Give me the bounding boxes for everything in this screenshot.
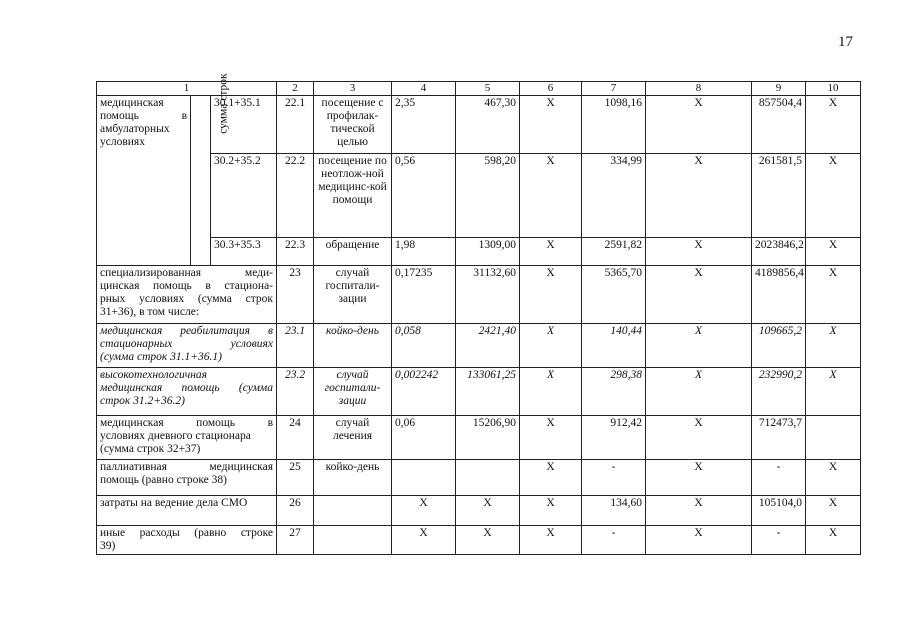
value-cell-5 bbox=[456, 459, 520, 495]
row-label: затраты на ведение дела СМО bbox=[97, 495, 277, 525]
value-cell-6: X bbox=[520, 459, 582, 495]
row-number: 23 bbox=[277, 265, 314, 323]
header-row bbox=[97, 82, 861, 96]
value-cell-5: 133061,25 bbox=[456, 367, 520, 415]
sum-label-spacer bbox=[191, 237, 211, 265]
value-cell-6: X bbox=[520, 415, 582, 459]
header-cell-7: 7 bbox=[582, 82, 646, 96]
value-cell-7: 298,38 bbox=[582, 367, 646, 415]
sum-label-vertical: сумма строк bbox=[191, 95, 211, 237]
value-cell-10: X bbox=[806, 265, 861, 323]
value-cell-9: 232990,2 bbox=[752, 367, 806, 415]
value-cell-10: X bbox=[806, 323, 861, 367]
value-cell-8: X bbox=[646, 153, 752, 237]
table-row bbox=[97, 95, 861, 153]
value-cell-8: X bbox=[646, 237, 752, 265]
value-cell-4: X bbox=[392, 525, 456, 554]
row-label: высокотехнологичная медицинская помощь (сумма строк 31.2+36.2) bbox=[97, 367, 277, 415]
header-cell-8: 8 bbox=[646, 82, 752, 96]
value-cell-5: 2421,40 bbox=[456, 323, 520, 367]
value-cell-9: 857504,4 bbox=[752, 95, 806, 153]
value-cell-6: X bbox=[520, 153, 582, 237]
unit-cell: койко-день bbox=[314, 323, 392, 367]
table-row bbox=[97, 237, 861, 265]
value-cell-4: 2,35 bbox=[392, 95, 456, 153]
row-number: 26 bbox=[277, 495, 314, 525]
value-cell-8: X bbox=[646, 495, 752, 525]
row-number: 23.2 bbox=[277, 367, 314, 415]
rows-sum-cell: 30.1+35.1 bbox=[211, 95, 277, 153]
value-cell-9: 2023846,2 bbox=[752, 237, 806, 265]
value-cell-10: X bbox=[806, 153, 861, 237]
value-cell-9: - bbox=[752, 459, 806, 495]
table-row bbox=[97, 323, 861, 367]
header-cell-3: 3 bbox=[314, 82, 392, 96]
value-cell-8: X bbox=[646, 323, 752, 367]
value-cell-8: X bbox=[646, 415, 752, 459]
value-cell-7: 134,60 bbox=[582, 495, 646, 525]
table-row bbox=[97, 459, 861, 495]
unit-cell: обращение bbox=[314, 237, 392, 265]
value-cell-6: X bbox=[520, 495, 582, 525]
value-cell-9: 712473,7 bbox=[752, 415, 806, 459]
value-cell-6: X bbox=[520, 237, 582, 265]
value-cell-7: 5365,70 bbox=[582, 265, 646, 323]
row-label: медицинская реабилитация в стационарных условиях (сумма строк 31.1+36.1) bbox=[97, 323, 277, 367]
value-cell-5: X bbox=[456, 525, 520, 554]
value-cell-10 bbox=[806, 415, 861, 459]
rows-sum-cell: 30.3+35.3 bbox=[211, 237, 277, 265]
row-number: 22.2 bbox=[277, 153, 314, 237]
value-cell-7: 912,42 bbox=[582, 415, 646, 459]
row-number: 24 bbox=[277, 415, 314, 459]
value-cell-4: X bbox=[392, 495, 456, 525]
unit-cell: случай лечения bbox=[314, 415, 392, 459]
value-cell-7: 2591,82 bbox=[582, 237, 646, 265]
value-cell-5: 467,30 bbox=[456, 95, 520, 153]
value-cell-8: X bbox=[646, 95, 752, 153]
header-cell-9: 9 bbox=[752, 82, 806, 96]
header-cell-10: 10 bbox=[806, 82, 861, 96]
ambulatory-label: медицинская помощь в амбулаторных условиях bbox=[97, 95, 191, 265]
unit-cell: койко-день bbox=[314, 459, 392, 495]
value-cell-5: 598,20 bbox=[456, 153, 520, 237]
value-cell-9: 4189856,4 bbox=[752, 265, 806, 323]
value-cell-7: - bbox=[582, 459, 646, 495]
value-cell-4: 0,56 bbox=[392, 153, 456, 237]
row-number: 22.3 bbox=[277, 237, 314, 265]
value-cell-5: 1309,00 bbox=[456, 237, 520, 265]
row-label: специализированная меди- цинская помощь в стациона- рных условиях (сумма строк 31+36), в том числе: bbox=[97, 265, 277, 323]
value-cell-9: 261581,5 bbox=[752, 153, 806, 237]
unit-cell bbox=[314, 525, 392, 554]
value-cell-7: 334,99 bbox=[582, 153, 646, 237]
unit-cell: случай госпитали-зации bbox=[314, 367, 392, 415]
row-label: иные расходы (равно строке 39) bbox=[97, 525, 277, 554]
value-cell-4: 0,06 bbox=[392, 415, 456, 459]
value-cell-8: X bbox=[646, 459, 752, 495]
value-cell-10: X bbox=[806, 237, 861, 265]
row-label: медицинская помощь в условиях дневного стационара (сумма строк 32+37) bbox=[97, 415, 277, 459]
value-cell-10: X bbox=[806, 367, 861, 415]
value-cell-6: X bbox=[520, 95, 582, 153]
value-cell-9: 105104,0 bbox=[752, 495, 806, 525]
value-cell-7: 140,44 bbox=[582, 323, 646, 367]
row-number: 27 bbox=[277, 525, 314, 554]
value-cell-6: X bbox=[520, 525, 582, 554]
row-label: паллиативная медицинская помощь (равно строке 38) bbox=[97, 459, 277, 495]
unit-cell: случай госпитали-зации bbox=[314, 265, 392, 323]
unit-cell bbox=[314, 495, 392, 525]
table-row bbox=[97, 153, 861, 237]
header-cell-2: 2 bbox=[277, 82, 314, 96]
table-row bbox=[97, 367, 861, 415]
value-cell-10: X bbox=[806, 459, 861, 495]
header-cell-1: 1 bbox=[97, 82, 277, 96]
unit-cell: посещение по неотлож-ной медицинс-кой помощи bbox=[314, 153, 392, 237]
value-cell-5: X bbox=[456, 495, 520, 525]
header-cell-4: 4 bbox=[392, 82, 456, 96]
header-cell-6: 6 bbox=[520, 82, 582, 96]
value-cell-5: 15206,90 bbox=[456, 415, 520, 459]
table-row bbox=[97, 415, 861, 459]
financial-table bbox=[96, 73, 861, 555]
value-cell-7: 1098,16 bbox=[582, 95, 646, 153]
row-number: 25 bbox=[277, 459, 314, 495]
value-cell-8: X bbox=[646, 525, 752, 554]
value-cell-4: 0,17235 bbox=[392, 265, 456, 323]
value-cell-10: X bbox=[806, 495, 861, 525]
value-cell-7: - bbox=[582, 525, 646, 554]
value-cell-4: 1,98 bbox=[392, 237, 456, 265]
table-row bbox=[97, 495, 861, 525]
value-cell-4 bbox=[392, 459, 456, 495]
row-number: 22.1 bbox=[277, 95, 314, 153]
value-cell-5: 31132,60 bbox=[456, 265, 520, 323]
value-cell-6: X bbox=[520, 367, 582, 415]
value-cell-4: 0,058 bbox=[392, 323, 456, 367]
value-cell-9: - bbox=[752, 525, 806, 554]
table-row bbox=[97, 265, 861, 323]
unit-cell: посещение с профилак-тической целью bbox=[314, 95, 392, 153]
value-cell-9: 109665,2 bbox=[752, 323, 806, 367]
value-cell-8: X bbox=[646, 367, 752, 415]
value-cell-6: X bbox=[520, 323, 582, 367]
value-cell-4: 0,002242 bbox=[392, 367, 456, 415]
table-row bbox=[97, 525, 861, 554]
value-cell-10: X bbox=[806, 95, 861, 153]
header-cell-5: 5 bbox=[456, 82, 520, 96]
page-number: 17 bbox=[838, 34, 853, 50]
value-cell-8: X bbox=[646, 265, 752, 323]
value-cell-10: X bbox=[806, 525, 861, 554]
value-cell-6: X bbox=[520, 265, 582, 323]
rows-sum-cell: 30.2+35.2 bbox=[211, 153, 277, 237]
row-number: 23.1 bbox=[277, 323, 314, 367]
